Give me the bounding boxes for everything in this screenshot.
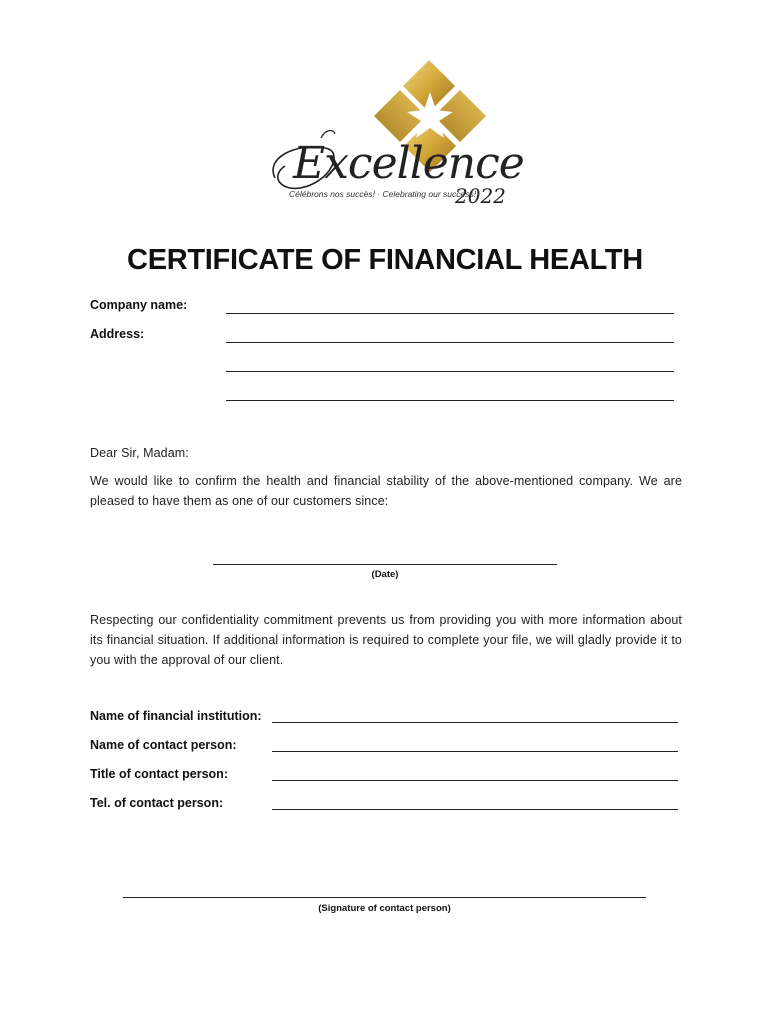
date-caption: (Date) <box>371 569 399 580</box>
institution-label: Name of financial institution: <box>90 709 262 723</box>
address-field-line-1[interactable] <box>226 342 674 343</box>
salutation: Dear Sir, Madam: <box>90 446 189 460</box>
address-field-line-3[interactable] <box>226 400 674 401</box>
contact-name-label: Name of contact person: <box>90 738 237 752</box>
address-field-line-2[interactable] <box>226 371 674 372</box>
signature-field[interactable] <box>123 897 646 898</box>
confirmation-paragraph: We would like to confirm the health and financial stability of the above-mentioned company. We are pleased to have them as one of our customers since: <box>90 474 682 508</box>
contact-tel-field[interactable] <box>272 809 678 810</box>
contact-title-label: Title of contact person: <box>90 767 228 781</box>
address-label: Address: <box>90 327 145 341</box>
contact-tel-label: Tel. of contact person: <box>90 796 224 810</box>
document-title: CERTIFICATE OF FINANCIAL HEALTH <box>127 244 643 276</box>
confidentiality-paragraph: Respecting our confidentiality commitment prevents us from providing you with more information about its financial situation. If additional information is required to complete your file, we will gladly provide it to you with the approval of our client. <box>90 613 682 667</box>
date-field[interactable] <box>213 564 557 565</box>
logo-tagline: Célébrons nos succès! · Celebrating our success! <box>289 189 477 199</box>
signature-caption: (Signature of contact person) <box>318 903 451 914</box>
logo-word: Excellence <box>293 138 524 189</box>
contact-title-field[interactable] <box>272 780 678 781</box>
institution-field[interactable] <box>272 722 678 723</box>
contact-name-field[interactable] <box>272 751 678 752</box>
logo-year: 2022 <box>455 184 506 208</box>
excellence-2022-logo <box>255 58 535 210</box>
company-name-label: Company name: <box>90 298 188 312</box>
company-name-field[interactable] <box>226 313 674 314</box>
